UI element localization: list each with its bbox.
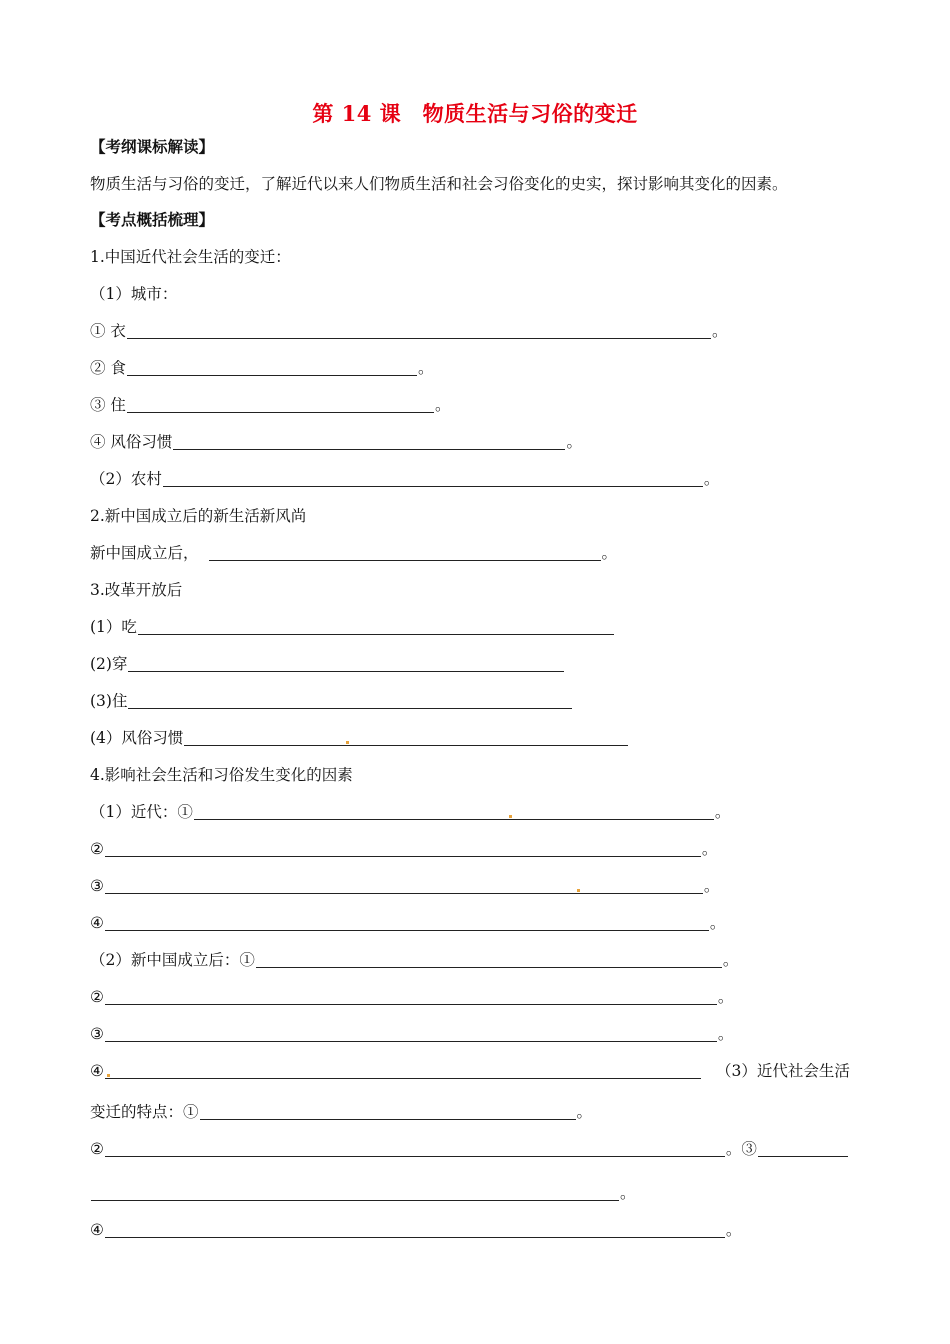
post-label: （2）新中国成立后：① xyxy=(90,951,255,969)
section-points-heading: 【考点概括梳理】 xyxy=(90,210,215,229)
fill-blank[interactable] xyxy=(105,877,703,894)
stray-mark xyxy=(107,1074,110,1077)
syllabus-text: 物质生活与习俗的变迁，了解近代以来人们物质生活和社会习俗变化的史实，探讨影响其变化的因素。 xyxy=(90,175,788,193)
blank-row-post-3 xyxy=(90,1023,733,1045)
blank-row-trait-2 xyxy=(90,1138,849,1160)
period: 。 xyxy=(714,803,731,821)
city-label: （1）城市： xyxy=(90,285,178,303)
blank-row-customs-reform xyxy=(90,727,629,749)
period: 。 xyxy=(566,433,582,451)
period: 。 xyxy=(717,1025,734,1043)
fill-blank[interactable] xyxy=(128,692,572,709)
food-label: ② 食 xyxy=(90,359,126,377)
fill-blank[interactable] xyxy=(105,914,709,931)
period: 。 xyxy=(709,914,726,932)
period: 。 xyxy=(703,470,720,488)
blank-row-live xyxy=(90,690,573,712)
blank-row-trait-3-cont xyxy=(90,1182,636,1204)
circle-2-label: ② xyxy=(90,840,104,858)
circle-2-label: ② xyxy=(90,988,104,1006)
fill-blank[interactable] xyxy=(194,803,714,820)
heading-4: 4.影响社会生活和习俗发生变化的因素 xyxy=(90,766,353,784)
fill-blank[interactable] xyxy=(91,1184,619,1201)
fill-blank[interactable] xyxy=(105,1140,725,1157)
period: 。 xyxy=(701,840,718,858)
blank-row-wear xyxy=(90,653,565,675)
blank-row-post-4 xyxy=(90,1060,702,1082)
blank-row-post-1 xyxy=(90,949,738,971)
heading-1: 1.中国近代社会生活的变迁： xyxy=(90,248,291,266)
wear-label: (2)穿 xyxy=(90,655,128,673)
heading-2: 2.新中国成立后的新生活新风尚 xyxy=(90,507,307,525)
fill-blank[interactable] xyxy=(163,470,703,487)
blank-row-customs xyxy=(90,431,582,453)
fill-blank[interactable] xyxy=(184,729,628,746)
housing-label: ③ 住 xyxy=(90,396,126,414)
period: 。 xyxy=(601,544,618,562)
live-label: (3)住 xyxy=(90,692,128,710)
customs-reform-label: (4）风俗习惯 xyxy=(90,729,184,747)
clothing-label: ① 衣 xyxy=(90,322,126,340)
fill-blank[interactable] xyxy=(209,544,601,561)
circle-3-label: ③ xyxy=(90,877,104,895)
circle-4-label: ④ xyxy=(90,1062,104,1080)
blank-row-village xyxy=(90,468,719,490)
section-syllabus-heading: 【考纲课标解读】 xyxy=(90,137,215,156)
circle-3-label: ③ xyxy=(90,1025,104,1043)
blank-row-modern-1 xyxy=(90,801,730,823)
fill-blank[interactable] xyxy=(127,322,711,339)
blank-row-food xyxy=(90,357,433,379)
period: 。 xyxy=(725,1221,742,1239)
village-label: （2）农村 xyxy=(90,470,162,488)
period: 。 xyxy=(434,396,451,414)
fill-blank[interactable] xyxy=(173,433,565,450)
stray-mark xyxy=(577,889,580,892)
blank-row-trait-4 xyxy=(90,1219,741,1241)
eat-label: (1）吃 xyxy=(90,618,137,636)
fill-blank[interactable] xyxy=(105,840,701,857)
fill-blank[interactable] xyxy=(256,951,722,968)
page-title: 第 14 课 物质生活与习俗的变迁 xyxy=(312,101,638,126)
period: 。 xyxy=(717,988,734,1006)
fill-blank[interactable] xyxy=(758,1140,848,1157)
fill-blank[interactable] xyxy=(200,1103,576,1120)
fill-blank[interactable] xyxy=(138,618,614,635)
period: 。 xyxy=(722,951,739,969)
blank-row-modern-4 xyxy=(90,912,725,934)
fill-blank[interactable] xyxy=(128,655,564,672)
blank-row-newchina xyxy=(90,542,617,564)
period: 。 xyxy=(576,1103,593,1121)
fill-blank[interactable] xyxy=(105,1221,725,1238)
heading-3: 3.改革开放后 xyxy=(90,581,183,599)
blank-row-housing xyxy=(90,394,450,416)
trait-label: 变迁的特点：① xyxy=(90,1103,199,1121)
blank-row-clothing xyxy=(90,320,727,342)
period: 。 xyxy=(711,322,728,340)
customs-label: ④ 风俗习惯 xyxy=(90,433,173,451)
blank-row-modern-3 xyxy=(90,875,719,897)
fill-blank[interactable] xyxy=(127,396,434,413)
fill-blank[interactable] xyxy=(127,359,417,376)
period: 。 xyxy=(417,359,434,377)
period: 。 xyxy=(703,877,720,895)
fill-blank[interactable] xyxy=(105,1025,717,1042)
blank-row-post-2 xyxy=(90,986,733,1008)
stray-mark xyxy=(346,741,349,744)
blank-row-modern-2 xyxy=(90,838,717,860)
period: 。 xyxy=(620,1184,636,1202)
blank-row-eat xyxy=(90,616,615,638)
newchina-label: 新中国成立后， xyxy=(90,544,199,562)
traits-heading-tail: （3）近代社会生活 xyxy=(716,1062,850,1080)
stray-mark xyxy=(509,815,512,818)
circle-2-label: ② xyxy=(90,1140,104,1158)
fill-blank[interactable] xyxy=(105,1062,701,1079)
fill-blank[interactable] xyxy=(105,988,717,1005)
blank-row-trait-1 xyxy=(90,1101,592,1123)
circle-4-label: ④ xyxy=(90,914,104,932)
circle-3-inline-label: 。③ xyxy=(725,1140,757,1158)
modern-label: （1）近代：① xyxy=(90,803,193,821)
circle-4-label: ④ xyxy=(90,1221,104,1239)
